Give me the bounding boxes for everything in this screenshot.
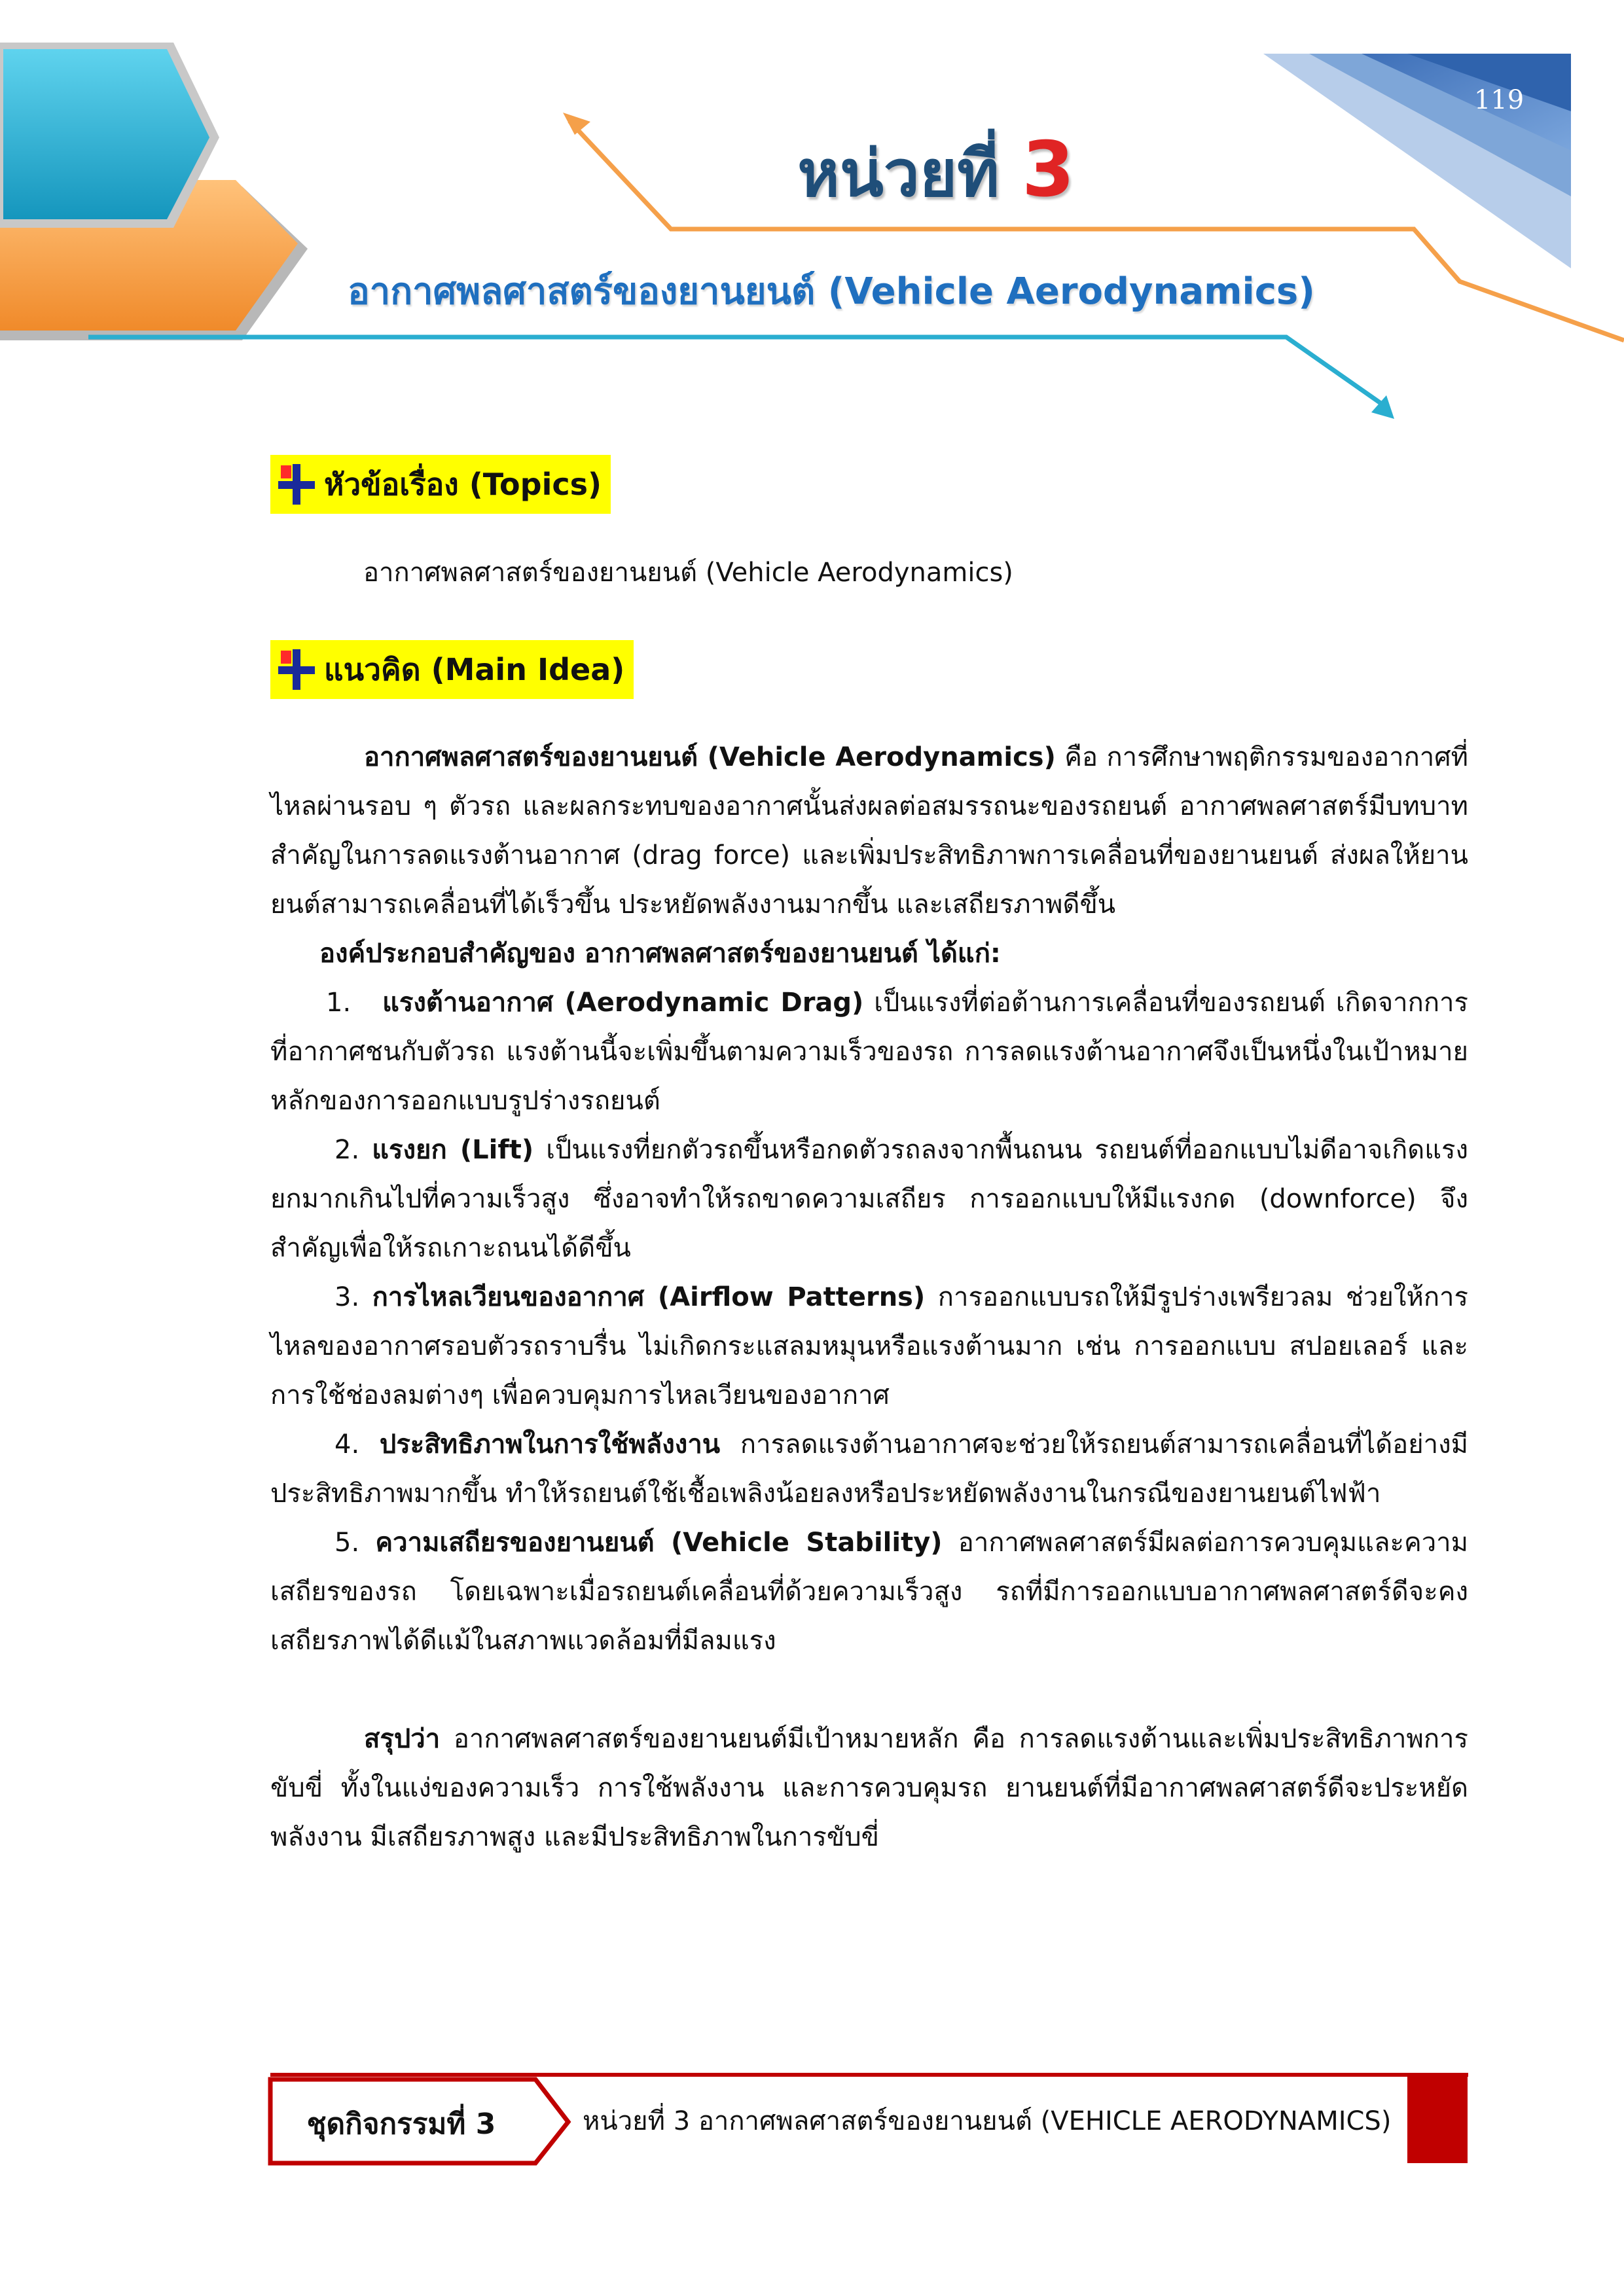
topics-heading [270, 455, 611, 514]
components-heading: องค์ประกอบสำคัญของ อากาศพลศาสตร์ของยานยนต์ ได้แก่: [319, 939, 1001, 969]
list-item: 3. การไหลเวียนของอากาศ (Airflow Patterns) การออกแบบรถให้มีรูปร่างเพรียวลม ช่วยให้การไหลของอากาศรอบตัวรถราบรื่น ไม่เกิดกระแสลมหมุนหรือแรงต้านมาก เช่น การออกแบบ สปอยเลอร์ และการใช้ช่องลมต่างๆ เพื่อควบคุมการไหลเวียนของอากาศ [270, 1282, 1468, 1410]
summary-paragraph: สรุปว่า อากาศพลศาสตร์ของยานยนต์มีเป้าหมายหลัก คือ การลดแรงต้านและเพิ่มประสิทธิภาพการขับขี่ ทั้งในแง่ของความเร็ว การใช้พลังงาน และการควบคุมรถ ยานยนต์ที่มีอากาศพลศาสตร์ดีจะประหยัดพลังงาน มีเสถียรภาพสูง และมีประสิทธิภาพในการขับขี่ [270, 1724, 1468, 1852]
intro-paragraph [270, 733, 1468, 929]
list-item: 1. แรงต้านอากาศ (Aerodynamic Drag) เป็นแรงที่ต่อต้านการเคลื่อนที่ของรถยนต์ เกิดจากการที่อากาศชนกับตัวรถ แรงต้านนี้จะเพิ่มขึ้นตามความเร็วของรถ การลดแรงต้านอากาศจึงเป็นหนึ่งในเป้าหมายหลักของการออกแบบรูปร่างรถยนต์ [270, 988, 1468, 1116]
page-number: 119 [1473, 85, 1525, 115]
topics-body: อากาศพลศาสตร์ของยานยนต์ (Vehicle Aerodynamics) [363, 558, 1013, 588]
topics-heading-text: หัวข้อเรื่อง (Topics) [324, 466, 602, 502]
footer-unit-text: หน่วยที่ 3 อากาศพลศาสตร์ของยานยนต์ (VEHICLE AERODYNAMICS) [583, 2106, 1392, 2136]
list-item: 5. ความเสถียรของยานยนต์ (Vehicle Stability) อากาศพลศาสตร์มีผลต่อการควบคุมและความเสถียรของรถ โดยเฉพาะเมื่อรถยนต์เคลื่อนที่ด้วยความเร็วสูง รถที่มีการออกแบบอากาศพลศาสตร์ดีจะคงเสถียรภาพได้ดีแม้ในสภาพแวดล้อมที่มีลมแรง [270, 1528, 1468, 1656]
main-idea-content [270, 733, 1468, 1862]
activity-label: ชุดกิจกรรมที่ 3 [306, 2108, 496, 2141]
list-item: 4. ประสิทธิภาพในการใช้พลังงาน การลดแรงต้านอากาศจะช่วยให้รถยนต์สามารถเคลื่อนที่ได้อย่างมีประสิทธิภาพมากขึ้น ทำให้รถยนต์ใช้เชื้อเพลิงน้อยลงหรือประหยัดพลังงานในกรณีของยานยนต์ไฟฟ้า [270, 1429, 1468, 1509]
plus-bullet-icon [276, 461, 315, 507]
intro-bold: อากาศพลศาสตร์ของยานยนต์ (Vehicle Aerodynamics) [364, 742, 1056, 772]
main-idea-heading-text: แนวคิด (Main Idea) [324, 651, 625, 687]
unit-label: หน่วยที่ [797, 137, 1000, 211]
cyan-hexagon-shape [0, 43, 219, 228]
cyan-arrow-line [88, 337, 1394, 419]
intro-text: คือ การศึกษาพฤติกรรมของอากาศที่ไหลผ่านรอบ ๆ ตัวรถ และผลกระทบของอากาศนั้นส่งผลต่อสมรรถนะของรถยนต์ อากาศพลศาสตร์มีบทบาทสำคัญในการลดแรงต้านอากาศ (drag force) และเพิ่มประสิทธิภาพการเคลื่อนที่ของยานยนต์ ส่งผลให้ยานยนต์สามารถเคลื่อนที่ได้เร็วขึ้น ประหยัดพลังงานมากขึ้น และเสถียรภาพดีขึ้น [270, 742, 1468, 920]
unit-title [720, 124, 1152, 215]
main-idea-heading [270, 640, 634, 699]
unit-subtitle: อากาศพลศาสตร์ของยานยนต์ (Vehicle Aerodynamics) [348, 270, 1315, 313]
unit-number: 3 [1022, 126, 1075, 214]
plus-bullet-icon [276, 647, 315, 692]
list-item: 2. แรงยก (Lift) เป็นแรงที่ยกตัวรถขึ้นหรือกดตัวรถลงจากพื้นถนน รถยนต์ที่ออกแบบไม่ดีอาจเกิดแรงยกมากเกินไปที่ความเร็วสูง ซึ่งอาจทำให้รถขาดความเสถียร การออกแบบให้มีแรงกด (downforce) จึงสำคัญเพื่อให้รถเกาะถนนได้ดีขึ้น [270, 1135, 1468, 1263]
